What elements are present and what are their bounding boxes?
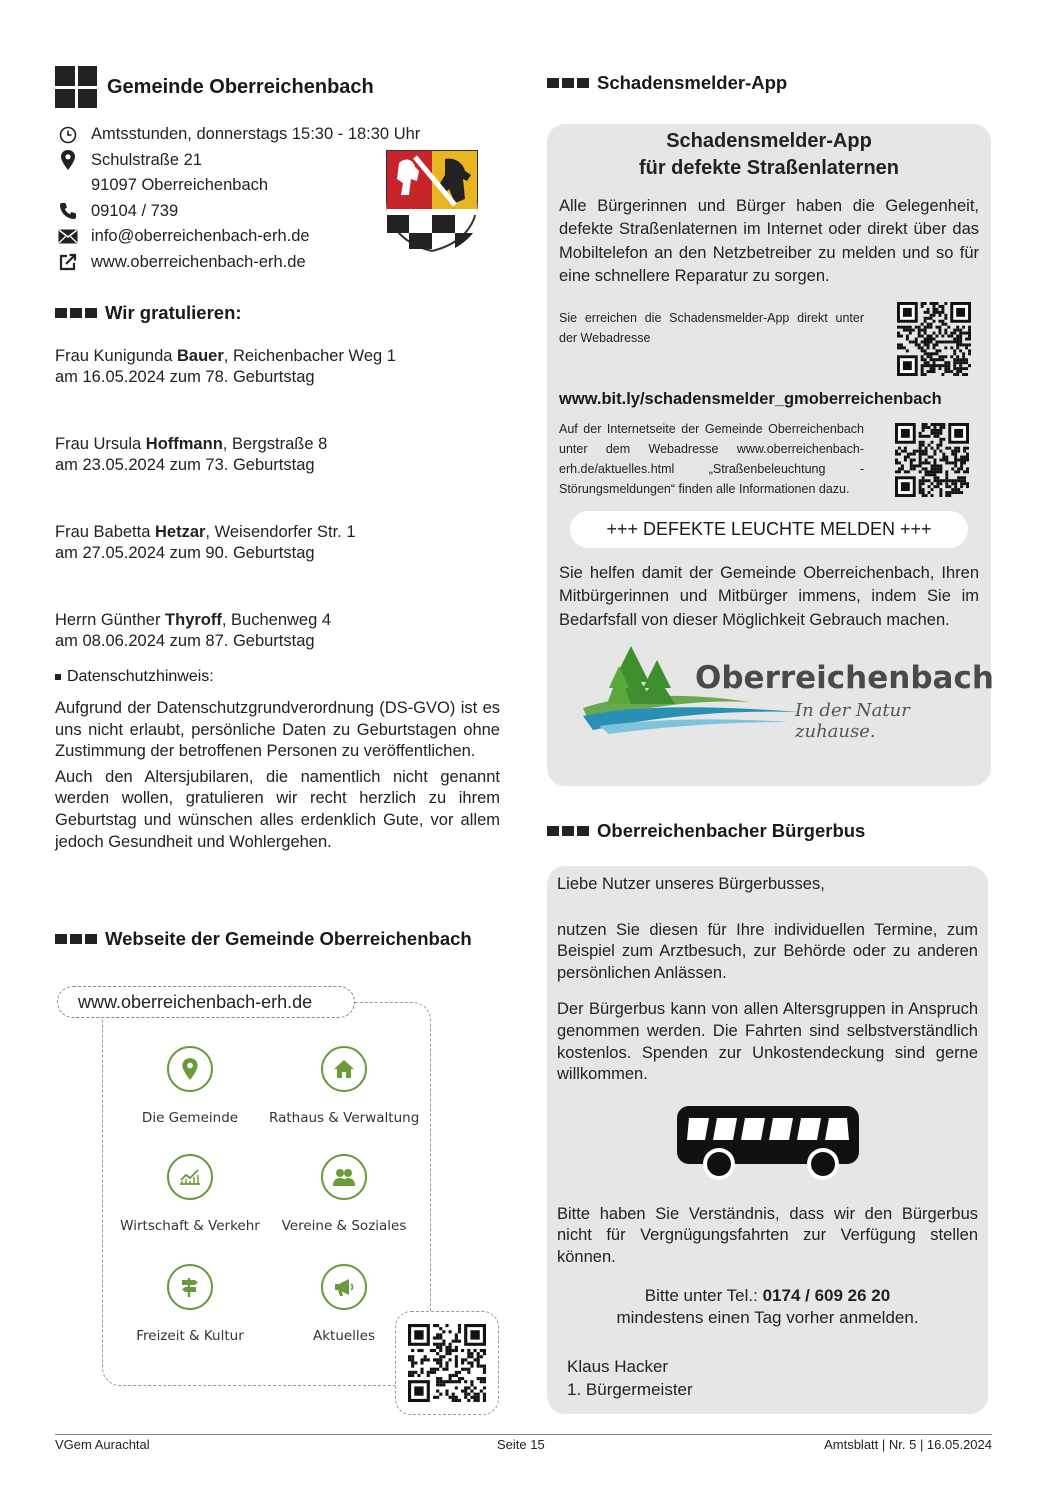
contact-city-text: 91097 Oberreichenbach	[91, 176, 269, 195]
signature-role: 1. Bürgermeister	[567, 1379, 693, 1399]
contact-block	[55, 122, 500, 275]
section-marker-icon	[547, 78, 589, 88]
congrats-date: am 23.05.2024 zum 73. Geburtstag	[55, 456, 315, 474]
report-lamp-button[interactable]: +++ DEFEKTE LEUCHTE MELDEN +++	[570, 511, 968, 548]
congrats-name-prefix: Frau Babetta	[55, 523, 155, 541]
congrats-surname: Thyroff	[165, 611, 222, 629]
org-header	[55, 66, 500, 108]
mail-icon	[55, 227, 81, 247]
congrats-date: am 08.06.2024 zum 87. Geburtstag	[55, 632, 315, 650]
location-pin-icon	[55, 150, 81, 170]
congrats-list	[55, 346, 500, 853]
chart-icon	[167, 1154, 213, 1200]
privacy-heading	[55, 668, 500, 686]
app-url-link[interactable]: www.bit.ly/schadensmelder_gmoberreichenbach	[559, 390, 942, 409]
tile-label: Freizeit & Kultur	[136, 1328, 244, 1344]
app-title-line1: Schadensmelder-App	[666, 130, 872, 152]
qr-code-icon[interactable]	[895, 423, 969, 497]
contact-street-text: Schulstraße 21	[91, 150, 202, 169]
tile-label: Die Gemeinde	[141, 1110, 239, 1126]
website-heading	[55, 928, 472, 950]
congrats-date: am 16.05.2024 zum 78. Geburtstag	[55, 368, 315, 386]
congrats-entry	[55, 610, 500, 666]
signature	[567, 1355, 978, 1401]
tile-die-gemeinde[interactable]	[115, 1046, 265, 1126]
coat-of-arms-icon	[385, 149, 479, 253]
congrats-address: , Weisendorfer Str. 1	[205, 523, 356, 541]
app-reach-row	[559, 302, 979, 376]
home-icon	[321, 1046, 367, 1092]
contact-web[interactable]	[55, 250, 500, 276]
tile-label: Rathaus & Verwaltung	[269, 1110, 420, 1126]
congrats-name-prefix: Frau Kunigunda	[55, 347, 178, 365]
external-link-icon	[55, 252, 81, 272]
section-marker-icon	[547, 826, 589, 836]
footer-page-number: Seite 15	[497, 1437, 545, 1452]
app-reach-text: Sie erreichen die Schadensmelder-App direkt unter der Webadresse	[559, 311, 864, 346]
app-section-title: Schadensmelder-App	[597, 72, 788, 93]
footer-left: VGem Aurachtal	[55, 1437, 150, 1452]
signature-name: Klaus Hacker	[567, 1356, 669, 1376]
org-name: Gemeinde Oberreichenbach	[107, 75, 374, 98]
website-url[interactable]: www.oberreichenbach-erh.de	[57, 986, 355, 1018]
congrats-surname: Hetzar	[154, 523, 206, 541]
congrats-address: , Reichenbacher Weg 1	[223, 347, 396, 365]
bullet-icon	[55, 674, 61, 680]
contact-hours	[55, 122, 500, 148]
congrats-surname: Hoffmann	[145, 435, 223, 453]
bus-section-title: Oberreichenbacher Bürgerbus	[597, 820, 866, 841]
footer-right: Amtsblatt | Nr. 5 | 16.05.2024	[824, 1437, 992, 1452]
congrats-heading	[55, 302, 500, 324]
bus-greeting: Liebe Nutzer unseres Bürgerbusses,	[557, 875, 825, 893]
section-marker-icon	[55, 934, 97, 944]
app-intro: Alle Bürgerinnen und Bürger haben die Gelegenheit, defekte Straßenlaternen im Internet oder direkt über das Mobiltelefon an den Netzbetreiber zu melden und so für eine schnellere Reparatur zu sorgen.	[559, 197, 979, 285]
bus-phone: 0174 / 609 26 20	[762, 1285, 891, 1305]
qr-code-icon	[408, 1324, 486, 1402]
congrats-entry	[55, 522, 500, 610]
megaphone-icon	[321, 1264, 367, 1310]
app-card	[547, 124, 994, 786]
bus-call-info	[557, 1285, 978, 1329]
bus-card	[547, 866, 988, 1414]
bus-paragraph-3: Bitte haben Sie Verständnis, dass wir den Bürgerbus nicht für Vergnügungsfahrten zur Verfügung stellen können.	[557, 1204, 978, 1266]
bus-paragraph-1: nutzen Sie diesen für Ihre individuellen Termine, zum Beispiel zum Arztbesuch, zur Behörde oder zu anderen persönlichen Anlässen.	[557, 920, 978, 982]
app-web-row	[559, 419, 979, 499]
congrats-name-prefix: Frau Ursula	[55, 435, 146, 453]
phone-icon	[55, 201, 81, 221]
footer-divider	[55, 1434, 992, 1435]
app-heading	[547, 72, 992, 94]
privacy-text: Aufgrund der Datenschutzgrundverordnung (DS-GVO) ist es uns nicht erlaubt, persönliche Daten zu Geburtstagen ohne Zustimmung der betroffenen Personen zu veröffentlichen.	[55, 699, 500, 761]
privacy-label: Datenschutzhinweis:	[67, 668, 214, 685]
bus-icon-wrap	[557, 1086, 978, 1184]
location-pin-icon	[167, 1046, 213, 1092]
contact-mail-link[interactable]: info@oberreichenbach-erh.de	[91, 227, 310, 246]
app-title	[559, 128, 979, 182]
congrats-name-prefix: Herrn Günther	[55, 611, 166, 629]
left-column	[55, 66, 500, 1344]
website-preview	[55, 986, 500, 1416]
logo-name: Oberreichenbach	[695, 660, 994, 697]
congrats-surname: Bauer	[177, 347, 224, 365]
signpost-icon	[167, 1264, 213, 1310]
contact-phone-text: 09104 / 739	[91, 201, 179, 220]
jubilee-text: Auch den Altersjubilaren, die namentlich nicht genannt werden wollen, gratulieren wir recht herzlich zu ihrem Geburtstag und wünschen alles erdenklich Gute, vor allem jedoch Gesundheit und Wohlergehen.	[55, 767, 500, 851]
congrats-address: , Bergstraße 8	[222, 435, 328, 453]
congrats-address: , Buchenweg 4	[221, 611, 332, 629]
tile-wirtschaft[interactable]	[115, 1154, 265, 1234]
tile-label: Vereine & Soziales	[281, 1218, 407, 1234]
tile-freizeit[interactable]	[115, 1264, 265, 1344]
section-marker-icon	[55, 308, 97, 318]
congrats-entry	[55, 346, 500, 434]
contact-hours-text: Amtsstunden, donnerstags 15:30 - 18:30 Uhr	[91, 125, 421, 144]
app-outro: Sie helfen damit der Gemeinde Oberreichenbach, Ihren Mitbürgerinnen und Mitbürger immens, indem Sie im Bedarfsfall von dieser Möglichkeit Gebrauch machen.	[559, 564, 979, 629]
tile-vereine[interactable]	[269, 1154, 419, 1234]
congrats-entry	[55, 434, 500, 522]
qr-code-icon[interactable]	[897, 302, 971, 376]
app-web-text: Auf der Internetseite der Gemeinde Oberreichenbach unter dem Webadresse www.oberreichenbach-erh.de/aktuelles.html „Straßenbeleuchtung - Störungsmeldungen“ finden alle Informationen dazu.	[559, 422, 864, 497]
right-column	[547, 72, 994, 1399]
tile-label: Wirtschaft & Verkehr	[120, 1218, 260, 1234]
tile-label: Aktuelles	[312, 1328, 376, 1344]
bus-heading	[547, 820, 865, 842]
clock-icon	[55, 125, 81, 145]
congrats-title: Wir gratulieren:	[105, 302, 242, 323]
bus-call-suffix: mindestens einen Tag vorher anmelden.	[616, 1307, 919, 1327]
contact-web-link[interactable]: www.oberreichenbach-erh.de	[91, 252, 306, 271]
logo-slogan: In der Natur zuhause.	[795, 700, 910, 743]
oberreichenbach-logo	[559, 646, 994, 743]
congrats-date: am 27.05.2024 zum 90. Geburtstag	[55, 544, 315, 562]
municipality-logo-icon	[55, 66, 97, 108]
bus-icon	[675, 1102, 861, 1182]
website-qr-code[interactable]	[395, 1311, 499, 1415]
app-title-line2: für defekte Straßenlaternen	[638, 157, 900, 179]
tile-rathaus[interactable]	[269, 1046, 419, 1126]
people-icon	[321, 1154, 367, 1200]
bus-paragraph-2: Der Bürgerbus kann von allen Altersgruppen in Anspruch genommen werden. Die Fahrten sind selbstverständlich kostenlos. Spenden zur Unkostendeckung sind gerne willkommen.	[557, 1000, 978, 1084]
website-title: Webseite der Gemeinde Oberreichenbach	[105, 928, 472, 949]
bus-call-prefix: Bitte unter Tel.:	[644, 1285, 763, 1305]
